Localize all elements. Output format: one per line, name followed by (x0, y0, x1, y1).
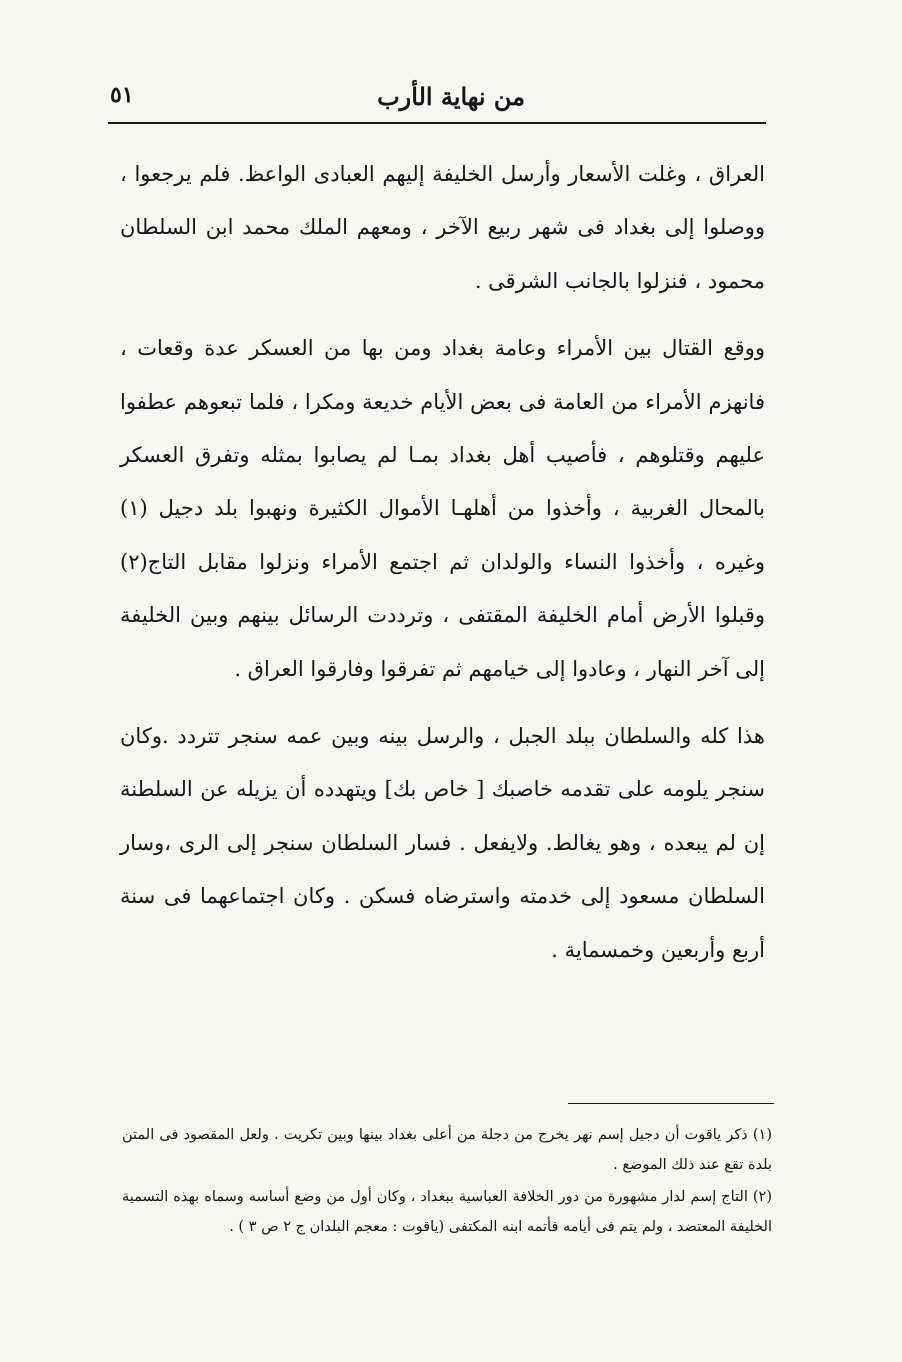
page-number: ٥١ (110, 82, 134, 108)
footnotes (122, 1120, 772, 1242)
header-rule (108, 122, 766, 124)
paragraph: ووقع القتال بين الأمراء وعامة بغداد ومن بها من العسكر عدة وقعات ، فانهزم الأمراء من العامة فى بعض الأيام خديعة ومكرا ، فلما تبعوهم عطفوا عليهم وقتلوهم ، فأصيب أهل بغداد بمـا لم يصابوا بمثله وتفرق العسكر بالمحال الغربية ، وأخذوا من أهلهـا الأموال الكثيرة ونهبوا بلد دجيل (١) وغيره ، وأخذوا النساء والولدان ثم اجتمع الأمراء ونزلوا مقابل التاج(٢) وقبلوا الأرض أمام الخليفة المقتفى ، وترددت الرسائل بينهم وبين الخليفة إلى آخر النهار ، وعادوا إلى خيامهم ثم تفرقوا وفارقوا العراق . (120, 336, 765, 681)
paragraph: هذا كله والسلطان ببلد الجبل ، والرسل بينه وبين عمه سنجر تتردد .وكان سنجر يلومه على تقدمه خاصبك [ خاص بك] ويتهدده أن يزيله عن السلطنة إن لم يبعده ، وهو يغالط. ولايفعل . فسار السلطان سنجر إلى الرى ،وسار السلطان مسعود إلى خدمته واسترضاه فسكن . وكان اجتماعهما فى سنة أربع وأربعين وخمسماية . (120, 724, 765, 962)
main-text (120, 148, 765, 977)
footnote: (١) ذكر ياقوت أن دجيل إسم نهر يخرج من دجلة من أعلى بغداد بينها وبين تكريت . ولعل المقصود فى المتن بلدة تقع عند ذلك الموضع . (122, 1127, 772, 1173)
footnote-separator (568, 1103, 774, 1104)
footnote: (٢) التاج إسم لدار مشهورة من دور الخلافة العباسية ببغداد ، وكان أول من وضع أساسه وسماه بهذه التسمية الخليفة المعتضد ، ولم يتم فى أيامه فأتمه ابنه المكتفى (ياقوت : معجم البلدان ج ٢ ص ٣ ) . (122, 1189, 772, 1235)
running-title: من نهاية الأرب (377, 82, 525, 111)
paragraph: العراق ، وغلت الأسعار وأرسل الخليفة إليهم العبادى الواعظ. فلم يرجعوا ، ووصلوا إلى بغداد فى شهر ربيع الآخر ، ومعهم الملك محمد ابن السلطان محمود ، فنزلوا بالجانب الشرقى . (120, 162, 765, 293)
running-header (110, 80, 765, 124)
